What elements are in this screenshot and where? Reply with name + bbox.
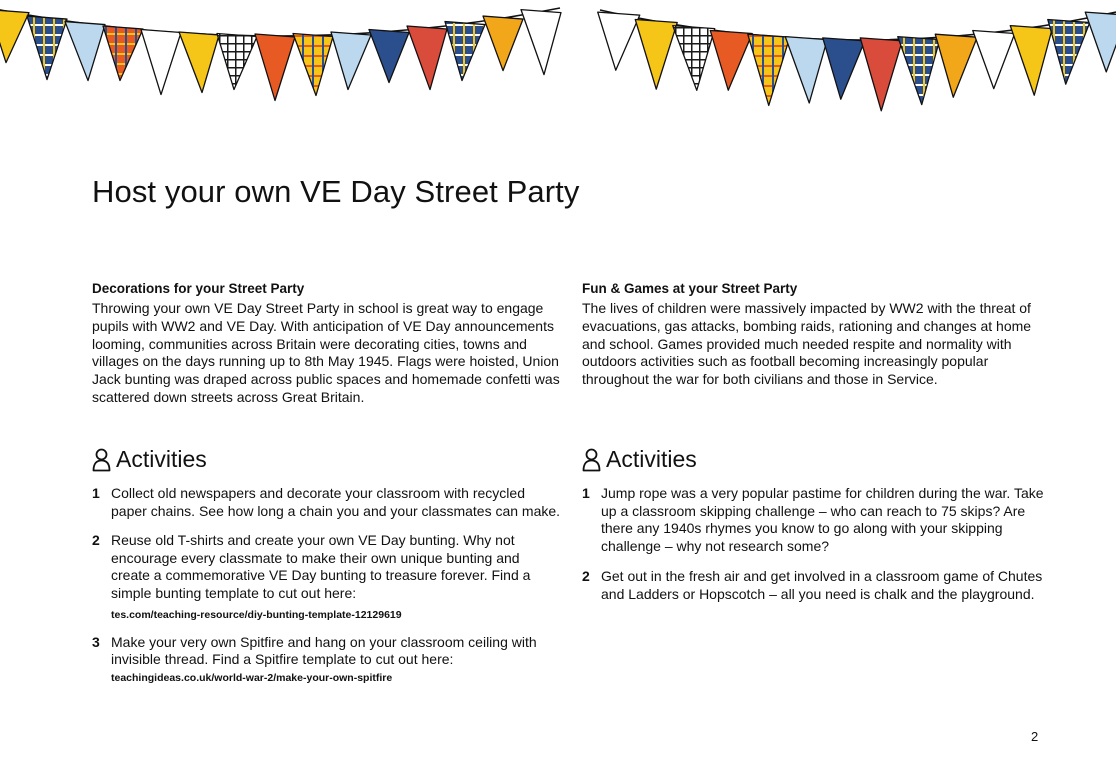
decorations-heading: Decorations for your Street Party: [92, 281, 305, 296]
activities-heading-text: Activities: [116, 446, 207, 472]
bunting-flag: [898, 37, 940, 105]
bunting-flag: [673, 26, 715, 91]
bunting-flag: [748, 34, 790, 105]
activities-list-right: [582, 485, 1052, 616]
bunting-flag: [1010, 26, 1052, 96]
bunting-template-link[interactable]: tes.com/teaching-resource/diy-bunting-template-12129619: [111, 608, 402, 621]
bunting-flag: [445, 22, 485, 81]
activity-item: [582, 568, 1052, 603]
bunting-flag: [407, 26, 447, 90]
activity-number: 1: [582, 485, 590, 501]
fun-games-section: [582, 281, 1052, 389]
bunting-flag: [331, 32, 371, 90]
bunting-flag: [598, 12, 640, 70]
bunting-flag: [217, 34, 257, 90]
activities-list-left: [92, 485, 562, 697]
activity-item: [92, 532, 562, 621]
fun-games-body: The lives of children were massively impacted by WW2 with the threat of evacuations, gas attacks, bombing raids, rationing and changes at home and school. Games provided much needed respite and normality with outdoors activities such as football becoming increasingly popular throughout the war for both civilians and those in Service.: [582, 300, 1032, 388]
bunting-flag: [369, 30, 409, 83]
person-icon: [92, 448, 111, 472]
bunting-flag: [483, 16, 523, 71]
bunting-flag: [823, 38, 865, 99]
activity-item: [92, 634, 562, 685]
activities-heading-right: [582, 446, 697, 473]
activities-heading-left: [92, 446, 207, 473]
page-title: Host your own VE Day Street Party: [92, 174, 580, 209]
activity-text: Make your very own Spitfire and hang on your classroom ceiling with invisible thread. Find a Spitfire template to cut out here:: [111, 633, 537, 668]
activity-number: 1: [92, 485, 100, 501]
activity-item: [582, 485, 1052, 555]
bunting-flag: [860, 38, 902, 111]
bunting-left-string: [0, 8, 561, 101]
activity-text: Jump rope was a very popular pastime for children during the war. Take up a classroom skipping challenge – who can reach to 75 skips? Are there any 1940s rhymes you know to go along with your skipping challenge – why not research some?: [601, 485, 1044, 554]
bunting-right-string: [598, 10, 1116, 111]
activity-number: 2: [582, 568, 590, 585]
activity-text: Collect old newspapers and decorate your classroom with recycled paper chains. See how long a chain you and your classmates can make.: [111, 485, 561, 519]
activity-text: Reuse old T-shirts and create your own VE Day bunting. Why not encourage every classmate to make their own unique bunting and create a commemorative VE Day bunting to treasure forever. Find a simple bunting template to cut out here:: [111, 532, 531, 601]
decorations-body: Throwing your own VE Day Street Party in school is great way to engage pupils with WW2 and VE Day. With anticipation of VE Day announcements looming, communities across Britain were decorating cities, towns and villages on the days running up to 8th May 1945. Flags were hoisted, Union Jack bunting was draped across public spaces and homemade confetti was scattered down streets across Great Britain.: [92, 300, 560, 405]
person-icon: [582, 448, 601, 472]
bunting-flag: [141, 30, 181, 95]
decorations-section: [92, 281, 567, 407]
bunting-flag: [710, 31, 752, 91]
activity-number: 2: [92, 532, 100, 549]
activity-text: Get out in the fresh air and get involved in a classroom game of Chutes and Ladders or Hopscotch – all you need is chalk and the playground.: [601, 568, 1043, 602]
fun-games-heading: Fun & Games at your Street Party: [582, 281, 798, 296]
bunting-flag: [293, 34, 333, 96]
bunting-flag: [65, 22, 105, 81]
page-number: 2: [1031, 729, 1039, 744]
bunting-flag: [103, 26, 143, 81]
bunting-flag: [179, 32, 219, 93]
activity-item: [92, 485, 562, 520]
bunting-flag: [973, 31, 1015, 89]
bunting-flag: [0, 10, 29, 63]
bunting-flag: [785, 37, 827, 103]
bunting-flag: [27, 16, 67, 80]
activity-number: 3: [92, 633, 100, 650]
bunting-flag: [1085, 12, 1116, 72]
bunting-flag: [935, 34, 977, 97]
activities-heading-text: Activities: [606, 446, 697, 472]
spitfire-template-link[interactable]: teachingideas.co.uk/world-war-2/make-your-own-spitfire: [111, 671, 393, 684]
bunting-flag: [521, 10, 561, 75]
bunting-flag: [255, 34, 295, 101]
bunting-flag: [1048, 19, 1090, 84]
bunting-flag: [635, 19, 677, 89]
bunting-decoration: [0, 0, 1116, 150]
